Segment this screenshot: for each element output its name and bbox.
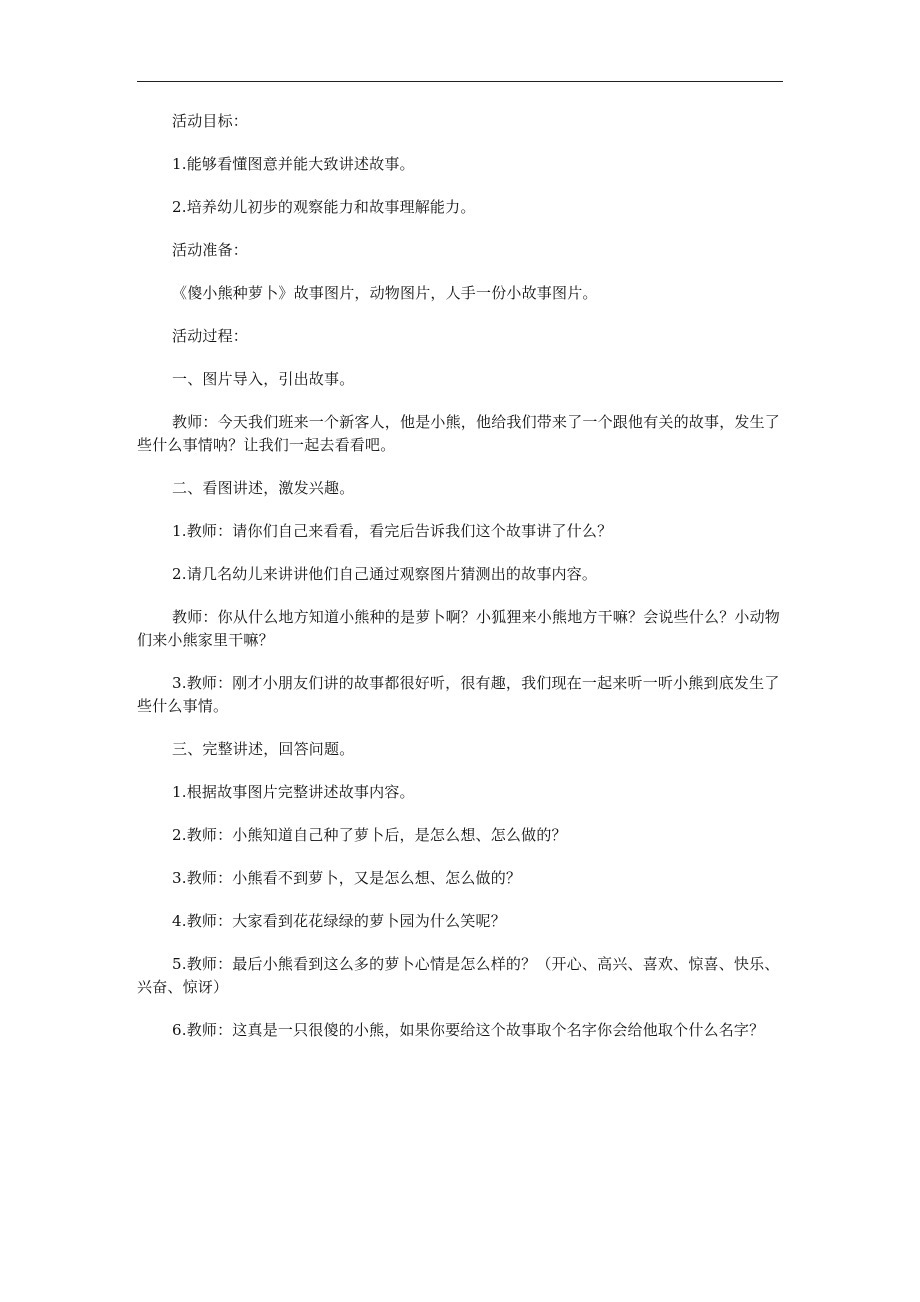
paragraph: 5.教师：最后小熊看到这么多的萝卜心情是怎么样的？（开心、高兴、喜欢、惊喜、快乐、兴奋、惊讶） xyxy=(137,955,780,996)
paragraph: 3.教师：小熊看不到萝卜，又是怎么想、怎么做的？ xyxy=(172,869,522,887)
paragraph: 教师：你从什么地方知道小熊种的是萝卜啊？小狐狸来小熊地方干嘛？会说些什么？小动物们来小熊家里干嘛？ xyxy=(137,608,781,649)
process-step-2-heading: 二、看图讲述，激发兴趣。 xyxy=(172,479,355,497)
paragraph: 2.请几名幼儿来讲讲他们自己通过观察图片猜测出的故事内容。 xyxy=(172,565,598,583)
paragraph: 3.教师：刚才小朋友们讲的故事都很好听，很有趣，我们现在一起来听一听小熊到底发生了些什么事情。 xyxy=(137,674,780,715)
paragraph: 6.教师：这真是一只很傻的小熊，如果你要给这个故事取个名字你会给他取个什么名字？ xyxy=(172,1021,765,1039)
document-body xyxy=(137,110,785,1062)
section-heading-preparation: 活动准备： xyxy=(172,241,249,259)
paragraph: 4.教师：大家看到花花绿绿的萝卜园为什么笑呢？ xyxy=(172,912,506,930)
paragraph: 1.教师：请你们自己来看看，看完后告诉我们这个故事讲了什么？ xyxy=(172,522,613,540)
paragraph: 教师：今天我们班来一个新客人，他是小熊，他给我们带来了一个跟他有关的故事，发生了些什么事情呐？让我们一起去看看吧。 xyxy=(137,413,781,454)
goal-item-2: 2.培养幼儿初步的观察能力和故事理解能力。 xyxy=(172,198,476,216)
process-step-1-heading: 一、图片导入，引出故事。 xyxy=(172,370,355,388)
paragraph: 1.根据故事图片完整讲述故事内容。 xyxy=(172,783,415,801)
section-heading-process: 活动过程： xyxy=(172,327,249,345)
header-rule xyxy=(137,81,783,82)
goal-item-1: 1.能够看懂图意并能大致讲述故事。 xyxy=(172,155,415,173)
section-heading-goals: 活动目标： xyxy=(172,112,249,130)
paragraph: 2.教师：小熊知道自己种了萝卜后，是怎么想、怎么做的？ xyxy=(172,826,567,844)
process-step-3-heading: 三、完整讲述，回答问题。 xyxy=(172,740,355,758)
preparation-text: 《傻小熊种萝卜》故事图片，动物图片，人手一份小故事图片。 xyxy=(172,284,598,302)
